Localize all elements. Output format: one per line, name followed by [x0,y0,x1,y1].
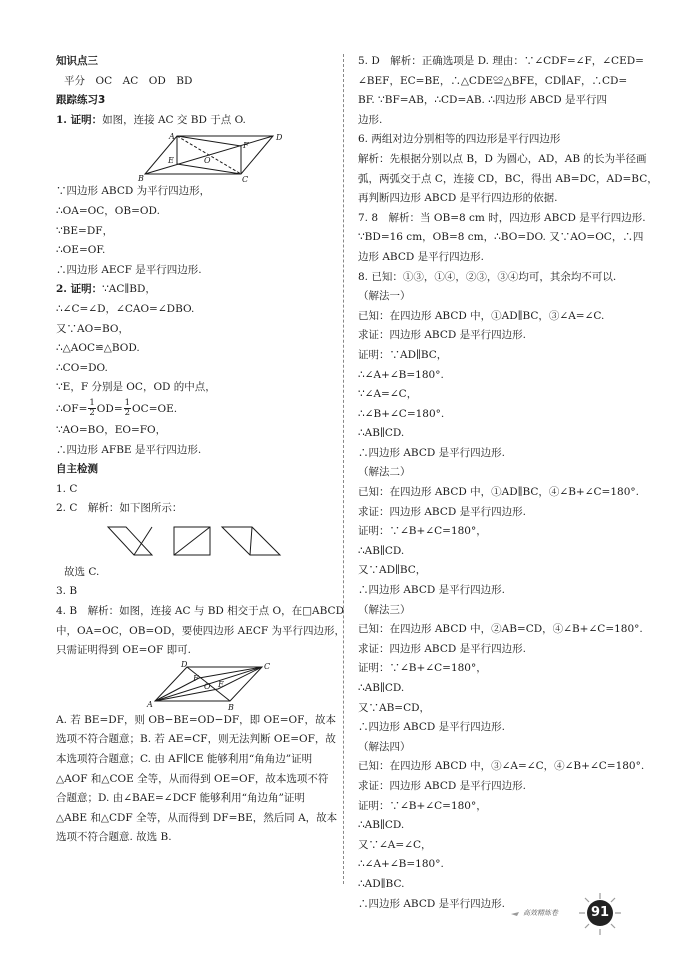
q5-line-3: BF. ∵BF=AB，∴CD=AB. ∴四边形 ABCD 是平行四 [358,94,608,107]
column-divider [343,54,344,884]
m3-line-6: 又∵AB=CD， [358,701,431,714]
s2-folding-figure [56,519,328,563]
s2-shape-2-diag [174,527,210,555]
m2-line-5: ∴AB∥CD. [358,544,405,557]
q1-label-f: F [243,141,249,151]
q1-parallelogram-figure [56,130,328,182]
s4-label-f: F [193,673,199,683]
s4-label-o: O [204,681,211,691]
m4-line-1: （解法四） [358,740,411,753]
m3-line-1: （解法三） [358,603,411,616]
q5-line-2: ∠BEF，EC=BE，∴△CDE≌△BFE，CD∥AF，∴CD= [358,74,628,87]
m1-line-1: （解法一） [358,290,411,303]
q2-line-7: ∴四边形 AFBE 是平行四边形. [56,443,202,456]
q2-line-1: ∴∠C=∠D，∠CAO=∠DBO. [56,302,195,315]
q6-line-2: 弧，两弧交于点 C，连接 CD，BC，得出 AB=DC，AD=BC， [358,172,658,185]
q2-line-4: ∴CO=DO. [56,361,108,374]
m3-line-5: ∴AB∥CD. [358,682,405,694]
m1-line-4: 证明：∵AD∥BC， [358,348,448,361]
q7-line-1: 7. 8 解析：当 OB=8 cm 时，四边形 ABCD 是平行四边形. [358,211,646,224]
q2-line-3: ∴△AOC≌△BOD. [56,342,140,355]
m4-line-3: 求证：四边形 ABCD 是平行四边形. [358,779,526,792]
m1-line-3: 求证：四边形 ABCD 是平行四边形. [358,329,526,342]
q5-line-1: 5. D 解析：正确选项是 D. 理由：∵∠CDF=∠F，∠CED= [358,55,644,67]
s2-shape-1-diag [134,527,152,555]
s2-shape-1 [108,527,152,555]
q1-line-5: ∴四边形 AECF 是平行四边形. [56,263,202,276]
q2-head: 2. 证明： [56,283,103,296]
kp3-terms: 平分 OC AC OD BD [64,74,193,87]
m4-line-5: ∴AB∥CD. [358,819,405,832]
m4-line-6: 又∵∠A=∠C， [358,838,432,851]
q1-line-1: ∵四边形 ABCD 为平行四边形， [56,185,211,198]
q1-segment-af [177,136,241,146]
page-number: 91 [587,900,613,926]
s1-answer: 1. C [56,482,78,495]
m1-line-8: ∴AB∥CD. [358,427,405,440]
s4-label-d: D [181,660,188,669]
q2-line-5: ∵E，F 分别是 OC，OD 的中点， [56,381,216,394]
q1-label-e: E [168,156,174,166]
q6-line-3: 再判断四边形 ABCD 是平行四边形的依据. [358,192,558,205]
m4-line-7: ∴∠A+∠B=180°. [358,858,444,871]
s4-body-7: 选项不符合题意. 故选 B. [56,831,172,844]
page-footer [505,890,625,940]
m1-line-6: ∵∠A=∠C， [358,388,418,401]
m2-line-6: 又∵AD∥BC， [358,564,427,577]
q6-line-1: 解析：先根据分别以点 B，D 为圆心，AD，AB 的长为半径画 [358,152,647,165]
q2-line-6: ∵AO=BO，EO=FO， [56,423,167,436]
m4-line-2: 已知：在四边形 ABCD 中，③∠A=∠C，④∠B+∠C=180°. [358,760,645,773]
q1-line-4: ∴OE=OF. [56,244,106,257]
q1-head: 1. 证明： [56,113,103,126]
s4-segment-fc [218,667,262,689]
m2-line-7: ∴四边形 ABCD 是平行四边形. [358,584,505,597]
q2-fraction-line: ∴OF= $\frac{1}{2}$ OD= $\frac{1}{2}$ OC=OE. [56,398,178,419]
s4-line-3: 只需证明得到 OE=OF 即可. [56,644,191,657]
m4-line-4: 证明：∵∠B+∠C=180°， [358,799,487,812]
m1-line-2: 已知：在四边形 ABCD 中，①AD∥BC，③∠A=∠C. [358,309,605,322]
s2-conclusion: 故选 C. [64,565,100,578]
m1-line-7: ∴∠B+∠C=180°. [358,407,445,420]
q1-intro: 如图，连接 AC 交 BD 于点 O. [102,113,246,126]
s4-parallelogram-figure [56,661,328,711]
m2-line-2: 已知：在四边形 ABCD 中，①AD∥BC，④∠B+∠C=180°. [358,486,639,499]
s4-body-3: 本选项符合题意；C. 由 AF∥CE 能够利用“角角边”证明 [56,753,313,766]
s2-answer: 2. C 解析：如下图所示： [56,502,183,515]
q7-line-2: ∵BD=16 cm，OB=8 cm，∴BO=DO. 又∵AO=OC，∴四 [358,231,644,244]
s4-line-1: 4. B 解析：如图，连接 AC 与 BD 相交于点 O，在□ABCD [56,605,344,618]
q1-line-3: ∵BE=DF， [56,224,114,237]
s2-shape-3-diag [250,527,252,555]
m2-line-1: （解法二） [358,466,411,479]
m3-line-7: ∴四边形 ABCD 是平行四边形. [358,721,505,734]
q6-head: 6. 两组对边分别相等的四边形是平行四边形 [358,133,561,146]
s4-label-b: B [228,702,234,711]
q2-line-2: 又∵AO=BO， [56,322,130,335]
s4-body-4: △AOF 和△COE 全等，从而得到 OE=OF，故本选项不符 [56,772,329,785]
q1-label-a: A [169,132,175,142]
m4-line-9: ∴四边形 ABCD 是平行四边形. [358,897,505,910]
q2-intro: ∵AC∥BD， [102,283,156,296]
s4-label-a: A [147,699,153,709]
s3-answer: 3. B [56,585,78,598]
m2-line-4: 证明：∵∠B+∠C=180°， [358,525,487,538]
m3-line-2: 已知：在四边形 ABCD 中，②AB=CD，④∠B+∠C=180°. [358,623,643,636]
q1-label-c: C [242,175,249,183]
s4-body-5: 合题意；D. 由∠BAE=∠DCF 能够利用“角边角”证明 [56,792,305,805]
right-column [358,52,658,914]
q1-diagonal-bd [145,136,273,174]
m3-line-4: 证明：∵∠B+∠C=180°， [358,662,487,675]
q7-line-3: 边形 ABCD 是平行四边形. [358,250,484,263]
m4-line-8: ∴AD∥BC. [358,877,405,890]
s4-line-2: 中，OA=OC，OB=OD，要使四边形 AECF 为平行四边形， [56,624,346,637]
q5-line-4: 边形. [358,113,383,126]
q1-line-2: ∴OA=OC，OB=OD. [56,204,160,217]
q1-label-b: B [138,174,144,183]
fraction-one-half: $\frac{1}{2}$ [89,398,95,419]
section-heading-kp3: 知识点三 [56,55,98,67]
q1-segment-ec [177,164,241,174]
left-column [56,52,346,848]
q8-head: 8. 已知：①③，①④，②③，③④均可，其余均不可以. [358,270,617,283]
s4-body-2: 选项不符合题意；B. 若 AE=CF，则无法判断 OE=OF，故 [56,733,336,746]
s4-label-e: E [218,679,224,689]
m1-line-5: ∴∠A+∠B=180°. [358,368,444,381]
section-heading-follow3: 跟踪练习3 [56,94,106,107]
m3-line-3: 求证：四边形 ABCD 是平行四边形. [358,642,526,655]
s4-label-c: C [264,661,271,671]
footer-label: 高效精炼卷 [523,909,558,917]
fraction-one-half: $\frac{1}{2}$ [124,398,131,419]
q1-label-d: D [276,133,283,143]
q1-label-o: O [204,156,211,166]
section-heading-self-check: 自主检测 [56,463,98,476]
m2-line-3: 求证：四边形 ABCD 是平行四边形. [358,505,526,518]
s4-body-6: △ABE 和△CDF 全等，从而得到 DF=BE，然后同 A，故本 [56,811,338,824]
s4-body-1: A. 若 BE=DF，则 OB−BE=OD−DF，即 OE=OF，故本 [56,713,336,726]
m1-line-9: ∴四边形 ABCD 是平行四边形. [358,446,505,459]
